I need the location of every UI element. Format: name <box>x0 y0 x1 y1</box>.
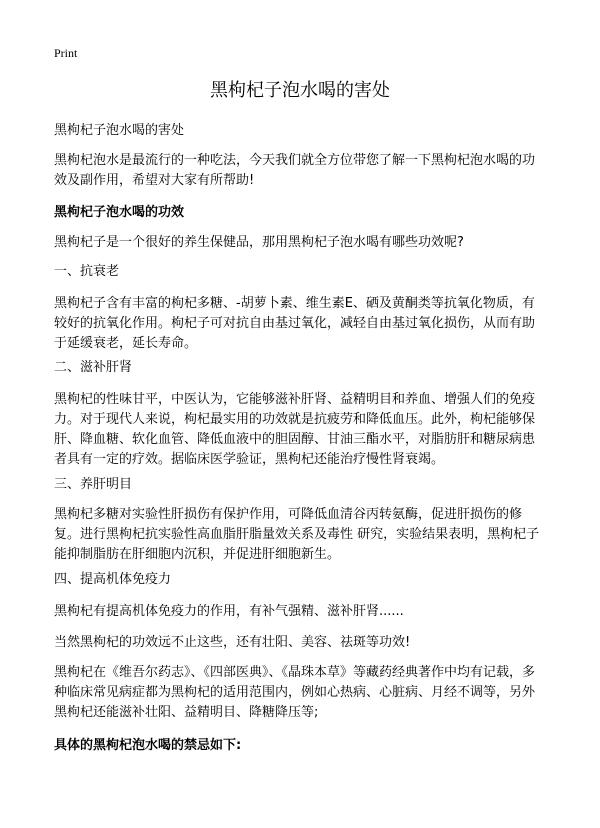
liver-eyes-paragraph: 黑枸杞多糖对实验性肝损伤有保护作用，可降低血清谷丙转氨酶，促进肝损伤的修复。进行黑枸杞抗实验性高血脂肝脂量效关系及毒性 研究，实验结果表明，黑枸杞子能抑制脂肪在肝细胞内沉积，并促进肝细胞新生。 <box>54 507 540 562</box>
section-heading-benefits: 黑枸杞子泡水喝的功效 <box>54 205 185 220</box>
anti-aging-paragraph: 黑枸杞子含有丰富的枸杞多糖、-胡萝卜素、维生素E、硒及黄酮类等抗氧化物质，有较好的抗氧化作用。枸杞子可对抗自由基过氧化，减轻自由基过氧化损伤，从而有助于延缓衰老，延长寿命。 <box>54 296 536 351</box>
subheading-liver-eyes: 三、养肝明目 <box>54 477 133 492</box>
section-heading-taboos: 具体的黑枸杞泡水喝的禁忌如下: <box>54 738 242 753</box>
benefits-intro-paragraph: 黑枸杞子是一个很好的养生保健品，那用黑枸杞子泡水喝有哪些功效呢? <box>54 235 464 250</box>
other-benefits-paragraph: 当然黑枸杞的功效远不止这些，还有壮阳、美容、祛斑等功效! <box>54 635 411 650</box>
subheading-immunity: 四、提高机体免疫力 <box>54 572 172 587</box>
immunity-paragraph: 黑枸杞有提高机体免疫力的作用，有补气强精、滋补肝肾...... <box>54 604 404 619</box>
classics-paragraph: 黑枸杞在《维吾尔药志》、《四部医典》、《晶珠本草》等藏药经典著作中均有记载，多种临床常见病症都为黑枸杞的适用范围内，例如心热病、心脏病、月经不调等，另外黑枸杞还能滋补壮阳、益精明目、降糖降压等; <box>54 665 536 720</box>
subtitle-paragraph: 黑枸杞子泡水喝的害处 <box>54 123 185 138</box>
intro-paragraph: 黑枸杞泡水是最流行的一种吃法，今天我们就全方位带您了解一下黑枸杞泡水喝的功效及副作用，希望对大家有所帮助! <box>54 153 536 188</box>
document-title: 黑枸杞子泡水喝的害处 <box>210 80 390 101</box>
subheading-anti-aging: 一、抗衰老 <box>54 264 120 279</box>
nourish-liver-kidney-paragraph: 黑枸杞的性味甘平，中医认为，它能够滋补肝肾、益精明目和养血、增强人们的免疫力。对于现代人来说，枸杞最实用的功效就是抗疲劳和降低血压。此外，枸杞能够保肝、降血糖、软化血管、降低血液中的胆固醇、甘油三酯水平，对脂肪肝和糖尿病患者具有一定的疗效。据临床医学验证，黑枸杞还能治疗慢性肾衰竭。 <box>54 392 536 467</box>
print-label: Print <box>54 46 78 60</box>
subheading-nourish-liver-kidney: 二、滋补肝肾 <box>54 360 133 375</box>
